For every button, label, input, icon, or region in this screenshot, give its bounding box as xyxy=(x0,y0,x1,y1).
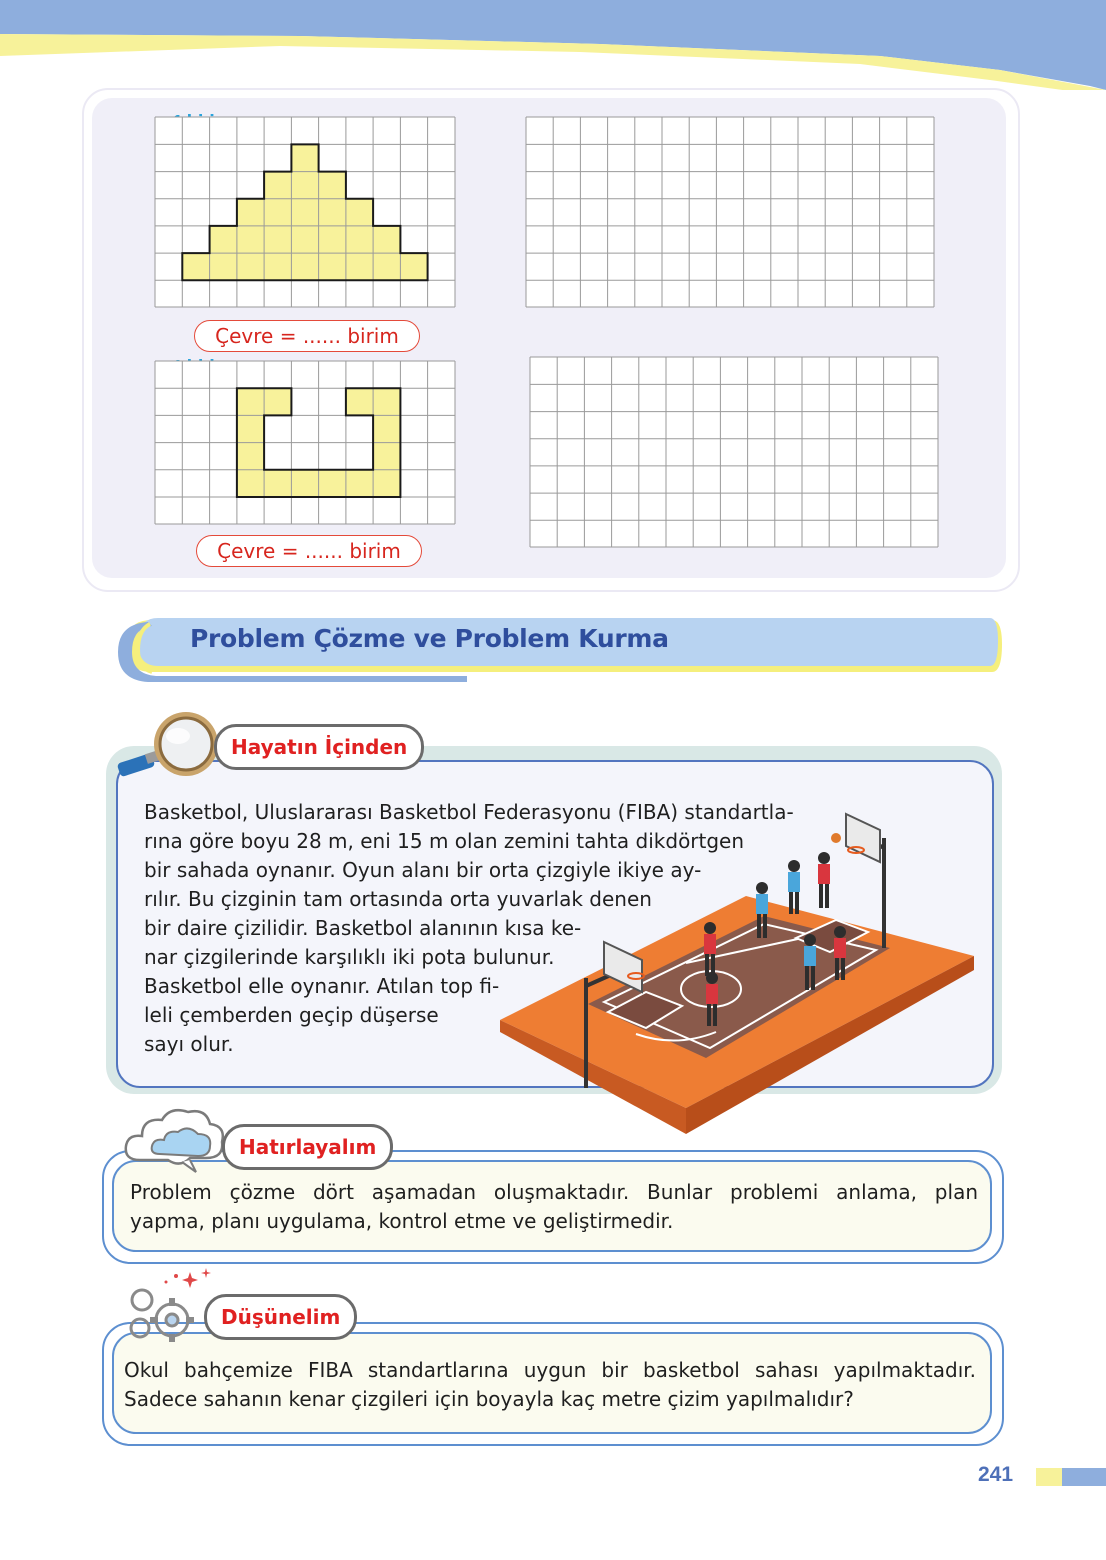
gears-icon xyxy=(118,1266,218,1346)
magnifier-icon xyxy=(114,708,224,784)
cloud-icon xyxy=(120,1104,230,1174)
header-band xyxy=(0,0,1106,90)
basketball-court-illustration xyxy=(496,808,1006,1142)
life-line: leli çemberden geçip düşerse xyxy=(144,1003,439,1027)
remember-text-last xyxy=(130,1207,673,1236)
shape-grid-u xyxy=(154,360,458,527)
think-text-last xyxy=(124,1385,854,1414)
section-title: Problem Çözme ve Problem Kurma xyxy=(190,624,669,653)
page-marker-yellow xyxy=(1036,1468,1062,1486)
answer-grid-2[interactable] xyxy=(529,356,941,550)
life-line: nar çizgilerinde karşılıklı iki pota bulunur. xyxy=(144,945,555,969)
life-line: sayı olur. xyxy=(144,1032,234,1056)
perimeter-answer-1[interactable]: Çevre = ...... birim xyxy=(194,320,420,352)
page-marker-blue xyxy=(1062,1468,1106,1486)
shape-grid-pyramid xyxy=(154,116,458,310)
remember-line: yapma, planı uygulama, kontrol etme ve geliştirmedir. xyxy=(130,1209,674,1233)
remember-line: Problem çözme dört aşamadan oluşmaktadır. Bunlar problemi anlama, plan xyxy=(130,1180,978,1204)
perimeter-answer-2[interactable]: Çevre = ...... birim xyxy=(196,535,422,567)
life-line: Basketbol, Uluslararası Basketbol Federasyonu (FIBA) standartla- xyxy=(144,800,794,824)
life-line: bir daire çizilidir. Basketbol alanının kısa ke- xyxy=(144,916,582,940)
life-tag: Hayatın İçinden xyxy=(214,724,424,770)
answer-grid-1[interactable] xyxy=(525,116,937,310)
page-number: 241 xyxy=(978,1463,1014,1486)
life-line: rılır. Bu çizginin tam ortasında orta yuvarlak denen xyxy=(144,887,652,911)
life-line: Basketbol elle oynanır. Atılan top fi- xyxy=(144,974,500,998)
remember-tag: Hatırlayalım xyxy=(222,1124,393,1170)
think-line: Sadece sahanın kenar çizgileri için boyayla kaç metre çizim yapılmalıdır? xyxy=(124,1387,854,1411)
life-line: rına göre boyu 28 m, eni 15 m olan zemini tahta dikdörtgen xyxy=(144,829,745,853)
think-line: Okul bahçemize FIBA standartlarına uygun bir basketbol sahası yapılmaktadır. xyxy=(124,1358,976,1382)
life-line: bir sahada oynanır. Oyun alanı bir orta çizgiyle ikiye ay- xyxy=(144,858,702,882)
remember-text xyxy=(130,1178,978,1207)
think-text xyxy=(124,1356,976,1385)
think-tag: Düşünelim xyxy=(204,1294,357,1340)
